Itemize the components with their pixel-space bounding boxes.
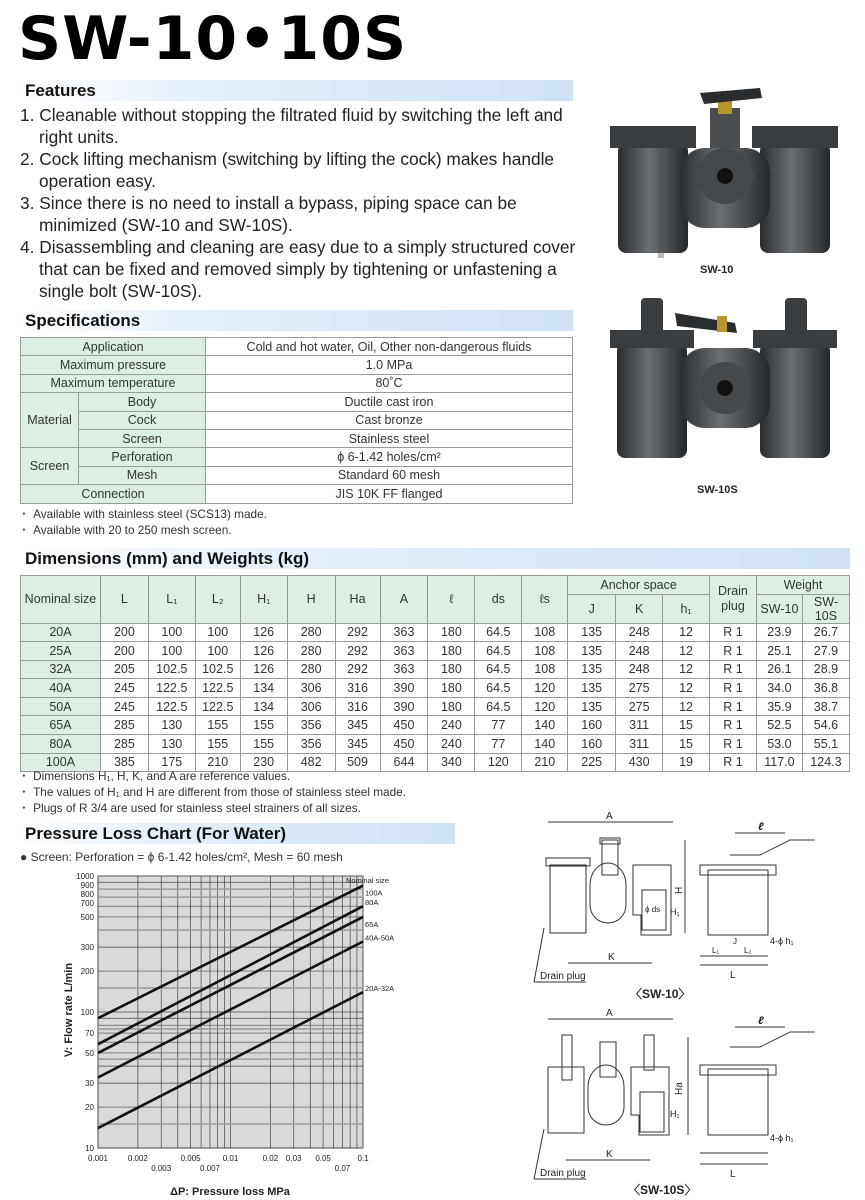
pressure-loss-chart <box>0 860 440 1200</box>
spec-value: Cast bronze <box>206 411 573 429</box>
specifications-table <box>20 337 573 504</box>
value-cell: 160 <box>568 716 616 735</box>
y-axis-label: V: Flow rate L/min <box>63 962 75 1058</box>
page-title: SW-10•10S <box>18 4 408 74</box>
y-tick-label: 500 <box>80 912 94 922</box>
value-cell: 108 <box>522 623 568 642</box>
features-heading: Features <box>18 80 573 101</box>
value-cell: R 1 <box>709 660 756 679</box>
value-cell: 64.5 <box>475 679 522 698</box>
column-header: Ha <box>335 576 380 624</box>
value-cell: 275 <box>616 679 663 698</box>
value-cell: 644 <box>380 753 428 772</box>
svg-text:Drain plug: Drain plug <box>540 971 586 982</box>
value-cell: 390 <box>380 697 428 716</box>
value-cell: 122.5 <box>148 697 195 716</box>
value-cell: 245 <box>100 679 148 698</box>
value-cell: 311 <box>616 716 663 735</box>
value-cell: R 1 <box>709 679 756 698</box>
svg-text:L₁: L₁ <box>712 946 720 955</box>
value-cell: 102.5 <box>195 660 240 679</box>
value-cell: 135 <box>568 623 616 642</box>
value-cell: R 1 <box>709 642 756 661</box>
value-cell: 450 <box>380 735 428 754</box>
value-cell: 155 <box>240 735 287 754</box>
value-cell: 27.9 <box>802 642 849 661</box>
value-cell: 77 <box>475 735 522 754</box>
value-cell: 363 <box>380 642 428 661</box>
value-cell: 12 <box>663 660 710 679</box>
feature-item: 3. Since there is no need to install a bypass, piping space can be minimized (SW-10 and SW-10S). <box>20 193 517 235</box>
sw10-photo-caption: SW-10 <box>700 264 734 276</box>
features-list <box>20 104 580 302</box>
nominal-size-cell: 40A <box>21 679 101 698</box>
value-cell: 122.5 <box>195 679 240 698</box>
x-tick-label: 0.07 <box>334 1164 351 1173</box>
spec-label: Body <box>79 393 206 411</box>
value-cell: 482 <box>287 753 335 772</box>
spec-value: Standard 60 mesh <box>206 466 573 484</box>
value-cell: 52.5 <box>756 716 802 735</box>
y-tick-label: 10 <box>85 1144 94 1153</box>
x-axis-label: ΔP: Pressure loss MPa <box>170 1186 290 1198</box>
spec-note: ・ Available with 20 to 250 mesh screen. <box>18 523 232 537</box>
series-label: 65A <box>365 919 379 929</box>
value-cell: 126 <box>240 660 287 679</box>
value-cell: 100 <box>148 623 195 642</box>
table-row <box>21 679 850 698</box>
x-tick-label: 0.007 <box>199 1164 220 1173</box>
value-cell: 345 <box>335 735 380 754</box>
value-cell: 180 <box>428 697 475 716</box>
value-cell: 280 <box>287 623 335 642</box>
series-label: 20A-32A <box>365 984 395 994</box>
value-cell: 64.5 <box>475 642 522 661</box>
value-cell: 285 <box>100 735 148 754</box>
y-tick-label: 30 <box>85 1079 94 1089</box>
value-cell: 26.7 <box>802 623 849 642</box>
x-tick-label: 0.003 <box>151 1164 172 1173</box>
value-cell: 102.5 <box>148 660 195 679</box>
value-cell: 12 <box>663 623 710 642</box>
sw10s-photo-caption: SW-10S <box>697 484 738 496</box>
value-cell: 122.5 <box>195 697 240 716</box>
svg-text:K: K <box>608 952 615 963</box>
value-cell: 306 <box>287 697 335 716</box>
value-cell: 306 <box>287 679 335 698</box>
value-cell: 248 <box>616 623 663 642</box>
svg-text:ℓ: ℓ <box>758 1015 764 1027</box>
specifications-heading: Specifications <box>18 310 573 331</box>
y-tick-label: 200 <box>80 967 94 977</box>
column-header: ds <box>475 576 522 624</box>
x-tick-label: 0.002 <box>127 1154 148 1163</box>
value-cell: 34.0 <box>756 679 802 698</box>
value-cell: 130 <box>148 735 195 754</box>
spec-label: Connection <box>21 485 206 503</box>
svg-text:ϕ ds: ϕ ds <box>645 905 661 914</box>
value-cell: 292 <box>335 660 380 679</box>
value-cell: 292 <box>335 642 380 661</box>
svg-text:A: A <box>606 811 613 822</box>
value-cell: R 1 <box>709 697 756 716</box>
value-cell: 345 <box>335 716 380 735</box>
feature-item: 2. Cock lifting mechanism (switching by lifting the cock) makes handle operation easy. <box>20 149 555 191</box>
y-tick-label: 100 <box>80 1008 94 1017</box>
value-cell: 35.9 <box>756 697 802 716</box>
spec-value: Cold and hot water, Oil, Other non-dangerous fluids <box>206 338 573 356</box>
value-cell: 210 <box>522 753 568 772</box>
table-row <box>21 697 850 716</box>
column-header: L <box>100 576 148 624</box>
value-cell: 135 <box>568 660 616 679</box>
value-cell: 126 <box>240 642 287 661</box>
column-header: H <box>287 576 335 624</box>
svg-text:J: J <box>733 937 737 946</box>
y-tick-label: 700 <box>80 899 94 908</box>
value-cell: 240 <box>428 716 475 735</box>
svg-text:H: H <box>674 886 685 894</box>
svg-text:L₂: L₂ <box>744 946 752 955</box>
series-label: 40A-50A <box>365 933 395 943</box>
spec-value: Ductile cast iron <box>206 393 573 411</box>
value-cell: 200 <box>100 623 148 642</box>
x-tick-label: 0.02 <box>262 1154 279 1163</box>
value-cell: 126 <box>240 623 287 642</box>
value-cell: 15 <box>663 716 710 735</box>
y-tick-label: 1000 <box>76 872 94 881</box>
nominal-size-cell: 80A <box>21 735 101 754</box>
table-row <box>21 735 850 754</box>
table-row <box>21 660 850 679</box>
value-cell: 363 <box>380 623 428 642</box>
svg-text:L: L <box>730 970 736 981</box>
svg-text:〈SW-10S〉: 〈SW-10S〉 <box>628 1183 697 1197</box>
value-cell: 134 <box>240 697 287 716</box>
value-cell: 38.7 <box>802 697 849 716</box>
svg-text:L: L <box>730 1169 736 1180</box>
y-tick-label: 900 <box>80 881 94 890</box>
value-cell: 135 <box>568 642 616 661</box>
value-cell: 12 <box>663 697 710 716</box>
nominal-size-cell: 65A <box>21 716 101 735</box>
value-cell: 450 <box>380 716 428 735</box>
value-cell: 26.1 <box>756 660 802 679</box>
svg-text:4-ϕ h₁: 4-ϕ h₁ <box>770 1133 794 1143</box>
table-row <box>21 642 850 661</box>
dims-note: ・ The values of H₁ and H are different from those of stainless steel made. <box>18 785 407 799</box>
chart-heading: Pressure Loss Chart (For Water) <box>18 823 455 844</box>
value-cell: 175 <box>148 753 195 772</box>
table-row <box>21 623 850 642</box>
value-cell: 15 <box>663 735 710 754</box>
column-header: H₁ <box>240 576 287 624</box>
value-cell: 316 <box>335 679 380 698</box>
value-cell: 25.1 <box>756 642 802 661</box>
value-cell: 180 <box>428 623 475 642</box>
value-cell: 55.1 <box>802 735 849 754</box>
dims-note: ・ Dimensions H₁, H, K, and A are reference values. <box>18 769 291 783</box>
dims-note: ・ Plugs of R 3/4 are used for stainless steel strainers of all sizes. <box>18 801 361 815</box>
value-cell: 64.5 <box>475 623 522 642</box>
value-cell: 53.0 <box>756 735 802 754</box>
value-cell: 385 <box>100 753 148 772</box>
value-cell: 280 <box>287 642 335 661</box>
value-cell: R 1 <box>709 735 756 754</box>
spec-value: 80˚C <box>206 374 573 392</box>
value-cell: R 1 <box>709 753 756 772</box>
value-cell: 36.8 <box>802 679 849 698</box>
svg-text:K: K <box>606 1149 613 1160</box>
spec-label: Application <box>21 338 206 356</box>
value-cell: 135 <box>568 697 616 716</box>
value-cell: 248 <box>616 660 663 679</box>
value-cell: 316 <box>335 697 380 716</box>
value-cell: 285 <box>100 716 148 735</box>
value-cell: 210 <box>195 753 240 772</box>
nominal-size-cell: 100A <box>21 753 101 772</box>
spec-note: ・ Available with stainless steel (SCS13) made. <box>18 507 267 521</box>
value-cell: 155 <box>240 716 287 735</box>
value-cell: 122.5 <box>148 679 195 698</box>
value-cell: 180 <box>428 660 475 679</box>
value-cell: 28.9 <box>802 660 849 679</box>
nominal-size-cell: 50A <box>21 697 101 716</box>
value-cell: 363 <box>380 660 428 679</box>
x-tick-label: 0.01 <box>222 1154 239 1163</box>
svg-text:H₁: H₁ <box>670 907 680 917</box>
value-cell: 77 <box>475 716 522 735</box>
legend-title: Nominal size <box>346 876 389 885</box>
spec-value: Stainless steel <box>206 429 573 447</box>
value-cell: 340 <box>428 753 475 772</box>
value-cell: 19 <box>663 753 710 772</box>
value-cell: 275 <box>616 697 663 716</box>
value-cell: 245 <box>100 697 148 716</box>
column-header-anchor-space: Anchor space <box>568 576 710 595</box>
value-cell: 430 <box>616 753 663 772</box>
feature-item: 1. Cleanable without stopping the filtrated fluid by switching the left and right units. <box>20 105 563 147</box>
chart-condition: ● Screen: Perforation = ϕ 6-1.42 holes/cm², Mesh = 60 mesh <box>20 850 343 864</box>
value-cell: 108 <box>522 642 568 661</box>
dimensions-heading: Dimensions (mm) and Weights (kg) <box>18 548 850 569</box>
value-cell: 225 <box>568 753 616 772</box>
y-tick-label: 800 <box>80 890 94 899</box>
value-cell: 135 <box>568 679 616 698</box>
x-tick-label: 0.001 <box>87 1154 109 1163</box>
value-cell: 509 <box>335 753 380 772</box>
value-cell: 64.5 <box>475 660 522 679</box>
svg-text:4-ϕ h₁: 4-ϕ h₁ <box>770 936 794 946</box>
value-cell: 356 <box>287 735 335 754</box>
y-tick-label: 20 <box>85 1103 94 1113</box>
sw10-product-photo <box>600 88 850 263</box>
column-header: ℓ <box>428 576 475 624</box>
series-label: 80A <box>365 898 379 908</box>
column-header: ℓs <box>522 576 568 624</box>
value-cell: 356 <box>287 716 335 735</box>
spec-value: 1.0 MPa <box>206 356 573 374</box>
svg-text:〈SW-10〉: 〈SW-10〉 <box>630 987 691 1001</box>
x-tick-label: 0.1 <box>357 1154 369 1163</box>
column-header-drain-plug: Drain plug <box>709 576 756 624</box>
value-cell: 160 <box>568 735 616 754</box>
value-cell: 124.3 <box>802 753 849 772</box>
column-header-weight: Weight <box>756 576 849 595</box>
dimension-drawings <box>530 810 860 1200</box>
column-subheader: K <box>616 594 663 623</box>
value-cell: 100 <box>195 642 240 661</box>
spec-label: Mesh <box>79 466 206 484</box>
value-cell: 100 <box>195 623 240 642</box>
sw10s-drawing <box>534 1008 815 1197</box>
value-cell: 117.0 <box>756 753 802 772</box>
value-cell: 155 <box>195 735 240 754</box>
table-row <box>21 716 850 735</box>
value-cell: 180 <box>428 642 475 661</box>
value-cell: 23.9 <box>756 623 802 642</box>
svg-text:ℓ: ℓ <box>758 821 764 833</box>
value-cell: 100 <box>148 642 195 661</box>
value-cell: 108 <box>522 660 568 679</box>
value-cell: 180 <box>428 679 475 698</box>
value-cell: R 1 <box>709 623 756 642</box>
y-tick-label: 50 <box>85 1048 94 1058</box>
value-cell: 140 <box>522 716 568 735</box>
value-cell: 200 <box>100 642 148 661</box>
spec-label: Cock <box>79 411 206 429</box>
feature-item: 4. Disassembling and cleaning are easy due to a simply structured cover that can be fixed and removed simply by tightening or unfastening a single bolt (SW-10S). <box>20 237 576 301</box>
nominal-size-cell: 25A <box>21 642 101 661</box>
spec-group-label: Material <box>21 393 79 448</box>
value-cell: 230 <box>240 753 287 772</box>
spec-label: Screen <box>79 429 206 447</box>
value-cell: 54.6 <box>802 716 849 735</box>
y-tick-label: 70 <box>85 1029 94 1039</box>
dimensions-table <box>20 575 850 772</box>
spec-label: Perforation <box>79 448 206 466</box>
value-cell: 205 <box>100 660 148 679</box>
spec-value: ϕ 6-1.42 holes/cm² <box>206 448 573 466</box>
spec-group-label: Screen <box>21 448 79 485</box>
column-subheader: SW-10S <box>802 594 849 623</box>
series-label: 100A <box>365 888 383 898</box>
x-tick-label: 0.005 <box>180 1154 201 1163</box>
sw10-drawing <box>534 811 815 1001</box>
value-cell: 120 <box>475 753 522 772</box>
column-header: A <box>380 576 428 624</box>
sw10s-product-photo <box>605 298 845 468</box>
value-cell: 12 <box>663 642 710 661</box>
column-subheader: h₁ <box>663 594 710 623</box>
x-tick-label: 0.05 <box>315 1154 331 1163</box>
value-cell: 12 <box>663 679 710 698</box>
nominal-size-cell: 32A <box>21 660 101 679</box>
svg-text:H₁: H₁ <box>670 1109 680 1119</box>
value-cell: R 1 <box>709 716 756 735</box>
value-cell: 311 <box>616 735 663 754</box>
column-header: L₁ <box>148 576 195 624</box>
spec-label: Maximum pressure <box>21 356 206 374</box>
svg-text:A: A <box>606 1008 613 1019</box>
value-cell: 292 <box>335 623 380 642</box>
value-cell: 390 <box>380 679 428 698</box>
y-tick-label: 300 <box>80 943 94 953</box>
column-header: Nominal size <box>21 576 101 624</box>
value-cell: 140 <box>522 735 568 754</box>
column-subheader: J <box>568 594 616 623</box>
nominal-size-cell: 20A <box>21 623 101 642</box>
column-subheader: SW-10 <box>756 594 802 623</box>
value-cell: 64.5 <box>475 697 522 716</box>
spec-value: JIS 10K FF flanged <box>206 485 573 503</box>
value-cell: 248 <box>616 642 663 661</box>
svg-text:Ha: Ha <box>674 1082 685 1095</box>
column-header: L₂ <box>195 576 240 624</box>
value-cell: 120 <box>522 679 568 698</box>
value-cell: 120 <box>522 697 568 716</box>
value-cell: 134 <box>240 679 287 698</box>
x-tick-label: 0.03 <box>285 1154 302 1163</box>
value-cell: 130 <box>148 716 195 735</box>
spec-label: Maximum temperature <box>21 374 206 392</box>
value-cell: 280 <box>287 660 335 679</box>
value-cell: 155 <box>195 716 240 735</box>
value-cell: 240 <box>428 735 475 754</box>
svg-text:Drain plug: Drain plug <box>540 1168 586 1179</box>
